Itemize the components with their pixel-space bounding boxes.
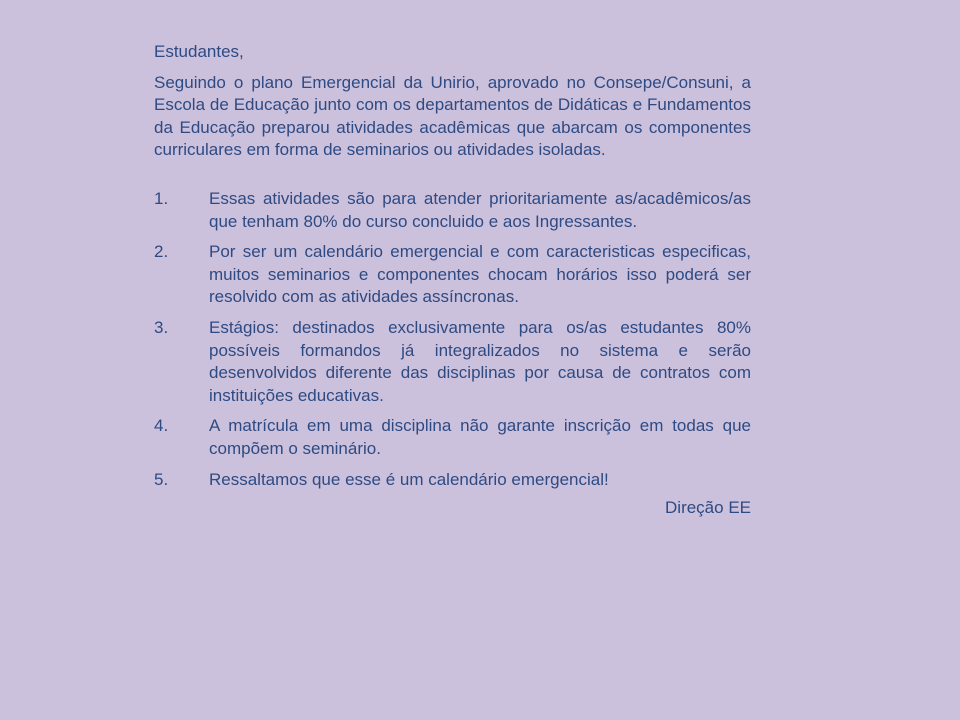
list-item-text: A matrícula em uma disciplina não garante inscrição em todas que compõem o seminário. — [209, 416, 751, 458]
list-item-number: 5. — [154, 469, 169, 489]
list-item-number: 4. — [154, 416, 169, 436]
list-item-number: 1. — [154, 188, 169, 208]
list-item-text: Ressaltamos que esse é um calendário emergencial! — [209, 469, 609, 489]
list-item — [154, 469, 751, 492]
list-item-number: 2. — [154, 242, 169, 262]
intro-paragraph: Seguindo o plano Emergencial da Unirio, aprovado no Consepe/Consuni, a Escola de Educação junto com os departamentos de Didáticas e Fundamentos da Educação preparou atividades acadêmicas que abarcam os componentes curriculares em forma de seminarios ou atividades isoladas. — [154, 72, 751, 160]
list-item-text: Estágios: destinados exclusivamente para os/as estudantes 80% possíveis formandos já integralizados no sistema e serão desenvolvidos diferente das disciplinas por causa de contratos com instituições educativas. — [209, 317, 751, 405]
list-item-text: Essas atividades são para atender prioritariamente as/acadêmicos/as que tenham 80% do curso concluido e aos Ingressantes. — [209, 188, 751, 231]
list-item — [154, 188, 751, 233]
list-item — [154, 317, 751, 407]
greeting: Estudantes, — [154, 42, 244, 61]
list-item — [154, 415, 751, 460]
list-item — [154, 241, 751, 309]
list-item-number: 3. — [154, 317, 169, 337]
announcement-document — [154, 41, 751, 520]
notice-list — [154, 188, 751, 491]
list-item-text: Por ser um calendário emergencial e com caracteristicas especificas, muitos seminarios e componentes chocam horários isso poderá ser resolvido com as atividades assíncronas. — [209, 242, 751, 307]
signature: Direção EE — [665, 498, 751, 518]
